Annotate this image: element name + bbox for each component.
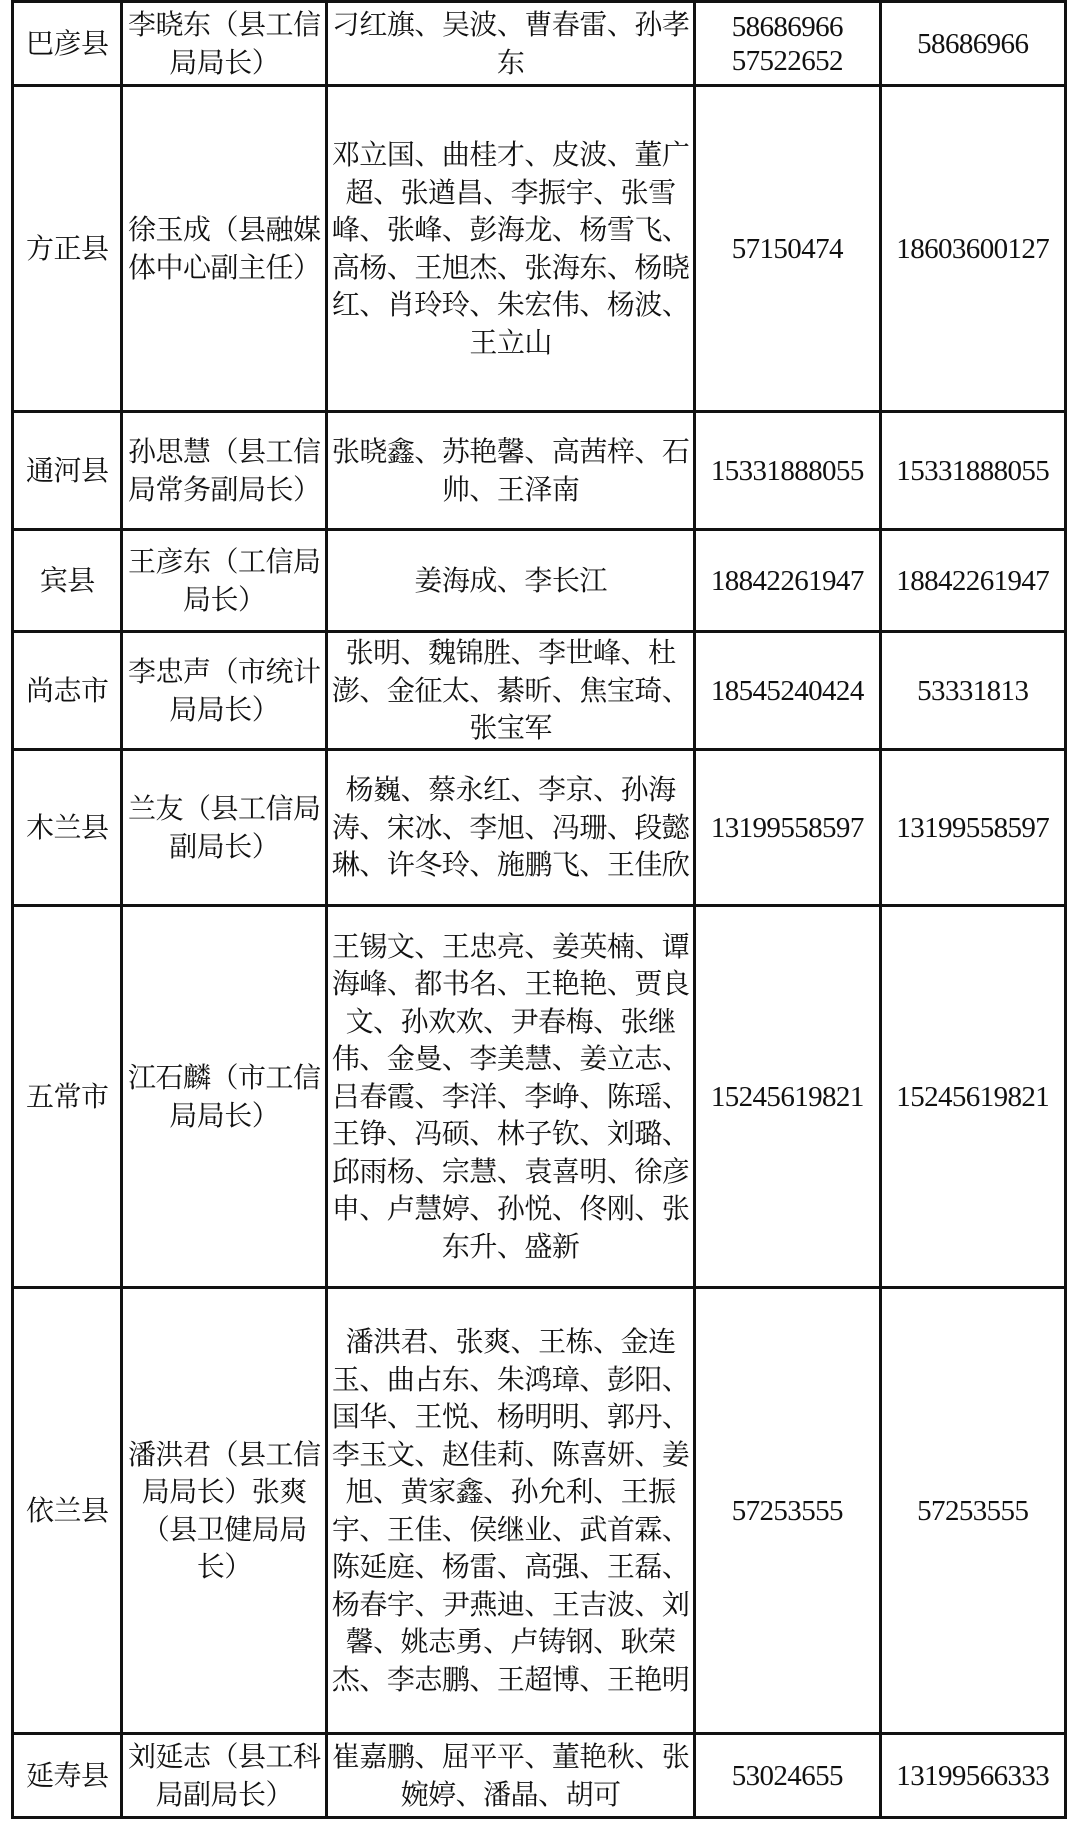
phone-number: 13199558597 xyxy=(710,811,864,844)
phone-number: 57253555 xyxy=(731,1494,843,1527)
leader-cell xyxy=(122,906,327,1288)
phone-1-cell xyxy=(695,86,880,412)
phone-1-cell xyxy=(695,632,880,750)
county-cell xyxy=(13,412,122,530)
phone-number: 13199558597 xyxy=(896,811,1050,844)
leader-name: 江石麟（市工信局局长） xyxy=(128,1061,321,1132)
county-cell xyxy=(13,906,122,1288)
phone-2-cell xyxy=(880,906,1065,1288)
staff-cell xyxy=(327,412,695,530)
county-name: 尚志市 xyxy=(25,673,109,707)
phone-1-cell xyxy=(695,412,880,530)
phone-number: 57522652 xyxy=(731,44,843,77)
phone-number: 15331888055 xyxy=(710,454,864,487)
county-cell xyxy=(13,750,122,906)
leader-cell xyxy=(122,1734,327,1818)
staff-cell xyxy=(327,1288,695,1734)
phone-number: 18842261947 xyxy=(710,564,864,597)
county-name: 延寿县 xyxy=(25,1758,109,1792)
phone-number: 58686966 xyxy=(731,10,843,43)
leader-name: 李晓东（县工信局局长） xyxy=(128,8,321,79)
staff-list: 邓立国、曲桂才、皮波、董广超、张遒昌、李振宇、张雪峰、张峰、彭海龙、杨雪飞、高杨、王旭杰、张海东、杨晓红、肖玲玲、朱宏伟、杨波、王立山 xyxy=(331,138,690,359)
county-cell xyxy=(13,1288,122,1734)
table-row xyxy=(13,906,1066,1288)
phone-number: 18545240424 xyxy=(710,674,864,707)
staff-cell xyxy=(327,1734,695,1818)
leader-cell xyxy=(122,750,327,906)
phone-1-cell xyxy=(695,750,880,906)
leader-cell xyxy=(122,86,327,412)
phone-number: 13199566333 xyxy=(896,1759,1050,1792)
county-name: 宾县 xyxy=(39,563,95,597)
table-row xyxy=(13,1734,1066,1818)
phone-number: 15245619821 xyxy=(896,1080,1050,1113)
county-name: 依兰县 xyxy=(25,1493,109,1527)
leader-name: 孙思慧（县工信局常务副局长） xyxy=(128,435,321,506)
phone-2-cell xyxy=(880,2,1065,86)
leader-cell xyxy=(122,1288,327,1734)
phone-1-cell xyxy=(695,1734,880,1818)
county-name: 方正县 xyxy=(25,231,109,265)
phone-2-cell xyxy=(880,530,1065,632)
phone-number: 18842261947 xyxy=(896,564,1050,597)
county-name: 五常市 xyxy=(25,1079,109,1113)
staff-list: 张明、魏锦胜、李世峰、杜澎、金征太、綦昕、焦宝琦、张宝军 xyxy=(331,636,690,745)
table-row xyxy=(13,1288,1066,1734)
phone-number: 57253555 xyxy=(917,1494,1029,1527)
leader-name: 潘洪君（县工信局局长）张爽（县卫健局局长） xyxy=(128,1437,321,1583)
staff-list: 崔嘉鹏、屈平平、董艳秋、张婉婷、潘晶、胡可 xyxy=(331,1740,690,1811)
phone-2-cell xyxy=(880,1288,1065,1734)
county-name: 通河县 xyxy=(25,453,109,487)
table-row xyxy=(13,750,1066,906)
phone-2-cell xyxy=(880,412,1065,530)
phone-number: 53331813 xyxy=(917,674,1029,707)
leader-cell xyxy=(122,412,327,530)
contact-table xyxy=(11,0,1067,1819)
staff-cell xyxy=(327,632,695,750)
phone-2-cell xyxy=(880,632,1065,750)
staff-list: 杨巍、蔡永红、李京、孙海涛、宋冰、李旭、冯珊、段懿琳、许冬玲、施鹏飞、王佳欣 xyxy=(331,773,690,882)
leader-cell xyxy=(122,530,327,632)
county-name: 木兰县 xyxy=(25,810,109,844)
staff-list: 王锡文、王忠亮、姜英楠、谭海峰、都书名、王艳艳、贾良文、孙欢欢、尹春梅、张继伟、金曼、李美慧、姜立志、吕春霞、李洋、李峥、陈瑶、王铮、冯硕、林子钦、刘璐、邱雨杨、宗慧、袁喜明、徐彦申、卢慧婷、孙悦、佟刚、张东升、盛新 xyxy=(331,929,690,1263)
phone-2-cell xyxy=(880,1734,1065,1818)
phone-number: 57150474 xyxy=(731,232,843,265)
county-cell xyxy=(13,632,122,750)
leader-cell xyxy=(122,2,327,86)
staff-cell xyxy=(327,2,695,86)
staff-list: 张晓鑫、苏艳馨、高茜梓、石帅、王泽南 xyxy=(331,435,690,506)
leader-name: 王彦东（工信局局长） xyxy=(128,545,321,616)
leader-name: 李忠声（市统计局局长） xyxy=(128,655,321,726)
leader-name: 刘延志（县工科局副局长） xyxy=(128,1740,321,1811)
phone-2-cell xyxy=(880,86,1065,412)
table-row xyxy=(13,86,1066,412)
phone-number: 53024655 xyxy=(731,1759,843,1792)
staff-list: 刁红旗、吴波、曹春雷、孙孝东 xyxy=(331,8,690,79)
phone-number: 58686966 xyxy=(917,27,1029,60)
table-row xyxy=(13,530,1066,632)
phone-1-cell xyxy=(695,906,880,1288)
county-name: 巴彦县 xyxy=(25,26,109,60)
staff-cell xyxy=(327,530,695,632)
phone-1-cell xyxy=(695,2,880,86)
county-cell xyxy=(13,86,122,412)
table-row xyxy=(13,412,1066,530)
county-cell xyxy=(13,2,122,86)
leader-cell xyxy=(122,632,327,750)
phone-number: 15245619821 xyxy=(710,1080,864,1113)
phone-number: 15331888055 xyxy=(896,454,1050,487)
staff-cell xyxy=(327,750,695,906)
leader-name: 兰友（县工信局副局长） xyxy=(128,792,321,863)
county-cell xyxy=(13,530,122,632)
table-row xyxy=(13,632,1066,750)
phone-1-cell xyxy=(695,530,880,632)
staff-cell xyxy=(327,906,695,1288)
table-row xyxy=(13,2,1066,86)
county-cell xyxy=(13,1734,122,1818)
phone-number: 18603600127 xyxy=(896,232,1050,265)
leader-name: 徐玉成（县融媒体中心副主任） xyxy=(128,213,321,284)
phone-2-cell xyxy=(880,750,1065,906)
phone-1-cell xyxy=(695,1288,880,1734)
staff-list: 姜海成、李长江 xyxy=(414,563,607,597)
staff-cell xyxy=(327,86,695,412)
staff-list: 潘洪君、张爽、王栋、金连玉、曲占东、朱鸿璋、彭阳、国华、王悦、杨明明、郭丹、李玉文、赵佳莉、陈喜妍、姜旭、黄家鑫、孙允利、王振宇、王佳、侯继业、武首霖、陈延庭、杨雷、高强、王磊、杨春宇、尹燕迪、王吉波、刘馨、姚志勇、卢铸钢、耿荣杰、李志鹏、王超博、王艳明 xyxy=(331,1325,690,1696)
